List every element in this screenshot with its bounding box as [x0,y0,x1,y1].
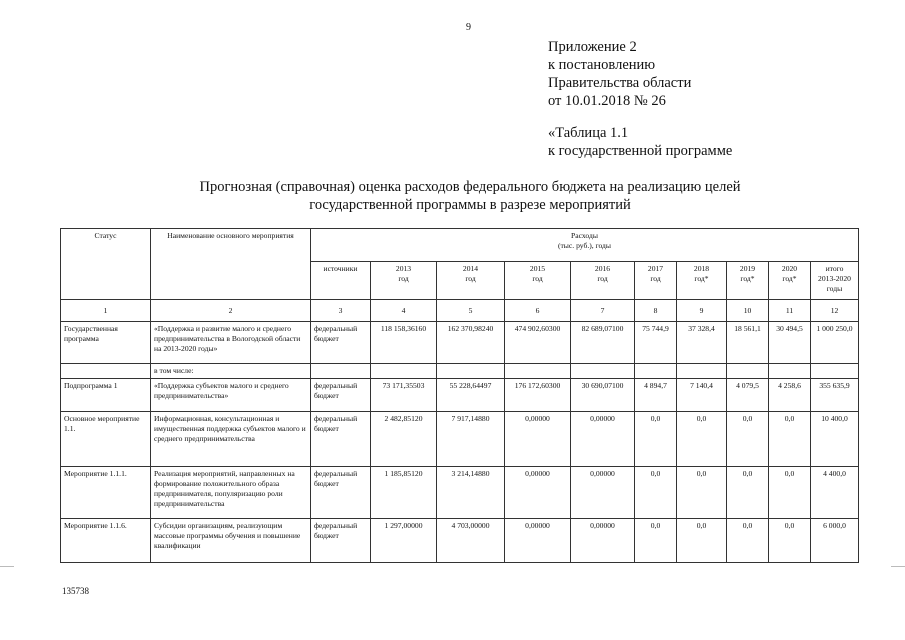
value-cell: 6 000,0 [811,519,859,563]
row-source: федеральный бюджет [311,519,371,563]
value-cell: 1 000 250,0 [811,322,859,364]
table-row [61,379,859,412]
table-row [61,322,859,364]
title-line: государственной программы в разрезе мероприятий [309,197,631,213]
value-cell: 0,00000 [571,519,635,563]
column-number: 10 [727,300,769,322]
column-number: 7 [571,300,635,322]
header-year [437,262,505,300]
column-numbers-row [61,300,859,322]
year-label: 2020 [781,264,798,273]
value-cell: 355 635,9 [811,379,859,412]
value-cell: 0,0 [677,412,727,467]
value-cell [677,364,727,379]
document-code: 135738 [62,586,89,596]
year-label: 2017 [647,264,664,273]
header-name: Наименование основного мероприятия [151,229,311,300]
header-year [371,262,437,300]
row-name: «Поддержка и развитие малого и среднего предпринимательства в Вологодской области на 2013-2020 годы» [151,322,311,364]
value-cell [727,364,769,379]
value-cell: 0,0 [677,519,727,563]
column-number: 3 [311,300,371,322]
value-cell: 0,0 [635,467,677,519]
total-range: 2013-2020 [818,274,851,283]
header-status: Статус [61,229,151,300]
value-cell: 0,0 [727,412,769,467]
row-name: Информационная, консультационная и имущественная поддержка субъектов малого и среднего предпринимательства [151,412,311,467]
value-cell: 0,0 [727,467,769,519]
value-cell: 37 328,4 [677,322,727,364]
column-number: 11 [769,300,811,322]
header-year [635,262,677,300]
row-status: Государственная программа [61,322,151,364]
page-edge-mark [891,566,905,567]
value-cell: 1 185,85120 [371,467,437,519]
row-name: «Поддержка субъектов малого и среднего предпринимательства» [151,379,311,412]
header-year [677,262,727,300]
row-name: Реализация мероприятий, направленных на формирование положительного образа предпринимателя, популяризацию роли предпринимательства [151,467,311,519]
row-status: Основное мероприятие 1.1. [61,412,151,467]
value-cell: 474 902,60300 [505,322,571,364]
value-cell: 30 494,5 [769,322,811,364]
year-label: 2015 [529,264,546,273]
header-year [769,262,811,300]
column-number: 5 [437,300,505,322]
value-cell: 0,00000 [505,412,571,467]
value-cell: 3 214,14880 [437,467,505,519]
year-unit: год* [782,274,797,283]
column-number: 4 [371,300,437,322]
appendix-block [548,38,691,110]
value-cell: 55 228,64497 [437,379,505,412]
table-row [61,364,859,379]
value-cell [571,364,635,379]
row-name: Субсидии организациям, реализующим массовые программы обучения и повышение квалификации [151,519,311,563]
appendix-line: Приложение 2 [548,39,637,55]
table-ref-line: к государственной программе [548,143,733,159]
document-title [150,178,790,214]
year-label: 2018 [693,264,710,273]
row-source: федеральный бюджет [311,467,371,519]
value-cell: 18 561,1 [727,322,769,364]
header-year [571,262,635,300]
column-number: 12 [811,300,859,322]
value-cell: 0,0 [677,467,727,519]
page-number: 9 [466,22,471,33]
header-year [727,262,769,300]
value-cell: 0,0 [769,519,811,563]
row-status: Мероприятие 1.1.1. [61,467,151,519]
value-cell: 4 400,0 [811,467,859,519]
value-cell: 118 158,36160 [371,322,437,364]
value-cell: 0,00000 [505,467,571,519]
column-number: 6 [505,300,571,322]
header-expenses-unit: (тыс. руб.), годы [557,241,612,250]
value-cell [811,364,859,379]
column-number: 2 [151,300,311,322]
value-cell: 2 482,85120 [371,412,437,467]
value-cell: 0,0 [635,412,677,467]
row-status: Подпрограмма 1 [61,379,151,412]
header-expenses-title: Расходы [571,231,598,240]
table-ref-line: «Таблица 1.1 [548,125,629,141]
total-label: итого [825,264,844,273]
value-cell: 0,0 [769,412,811,467]
value-cell [371,364,437,379]
value-cell: 0,00000 [571,412,635,467]
header-sources: источники [311,262,371,300]
value-cell: 7 140,4 [677,379,727,412]
value-cell [437,364,505,379]
value-cell: 162 370,98240 [437,322,505,364]
title-line: Прогнозная (справочная) оценка расходов федерального бюджета на реализацию целей [199,179,741,195]
value-cell: 0,0 [727,519,769,563]
value-cell: 0,0 [769,467,811,519]
row-source: федеральный бюджет [311,322,371,364]
value-cell: 176 172,60300 [505,379,571,412]
value-cell: 4 703,00000 [437,519,505,563]
expenses-table [60,228,859,563]
value-cell: 73 171,35503 [371,379,437,412]
row-status [61,364,151,379]
value-cell [505,364,571,379]
year-unit: год [597,274,608,283]
column-number: 9 [677,300,727,322]
value-cell [635,364,677,379]
total-unit: годы [826,284,843,293]
column-number: 8 [635,300,677,322]
year-unit: год [465,274,476,283]
value-cell [769,364,811,379]
year-unit: год [532,274,543,283]
value-cell: 0,00000 [571,467,635,519]
appendix-line: Правительства области [548,75,692,91]
value-cell: 1 297,00000 [371,519,437,563]
year-unit: год* [740,274,755,283]
header-expenses [311,229,859,262]
value-cell: 82 689,07100 [571,322,635,364]
year-unit: год [398,274,409,283]
row-name: в том числе: [151,364,311,379]
year-label: 2014 [462,264,479,273]
row-source: федеральный бюджет [311,379,371,412]
value-cell: 0,0 [635,519,677,563]
year-label: 2013 [395,264,412,273]
header-year [505,262,571,300]
appendix-line: от 10.01.2018 № 26 [548,93,666,109]
value-cell: 0,00000 [505,519,571,563]
appendix-line: к постановлению [548,57,656,73]
row-status: Мероприятие 1.1.6. [61,519,151,563]
value-cell: 75 744,9 [635,322,677,364]
value-cell: 10 400,0 [811,412,859,467]
row-source: федеральный бюджет [311,412,371,467]
year-label: 2016 [594,264,611,273]
table-row [61,519,859,563]
table-row [61,412,859,467]
value-cell: 30 690,07100 [571,379,635,412]
table-reference [548,124,732,160]
year-unit: год [650,274,661,283]
header-total [811,262,859,300]
value-cell: 7 917,14880 [437,412,505,467]
column-number: 1 [61,300,151,322]
year-label: 2019 [739,264,756,273]
year-unit: год* [694,274,709,283]
table-row [61,467,859,519]
row-source [311,364,371,379]
value-cell: 4 258,6 [769,379,811,412]
page-edge-mark [0,566,14,567]
value-cell: 4 894,7 [635,379,677,412]
value-cell: 4 079,5 [727,379,769,412]
